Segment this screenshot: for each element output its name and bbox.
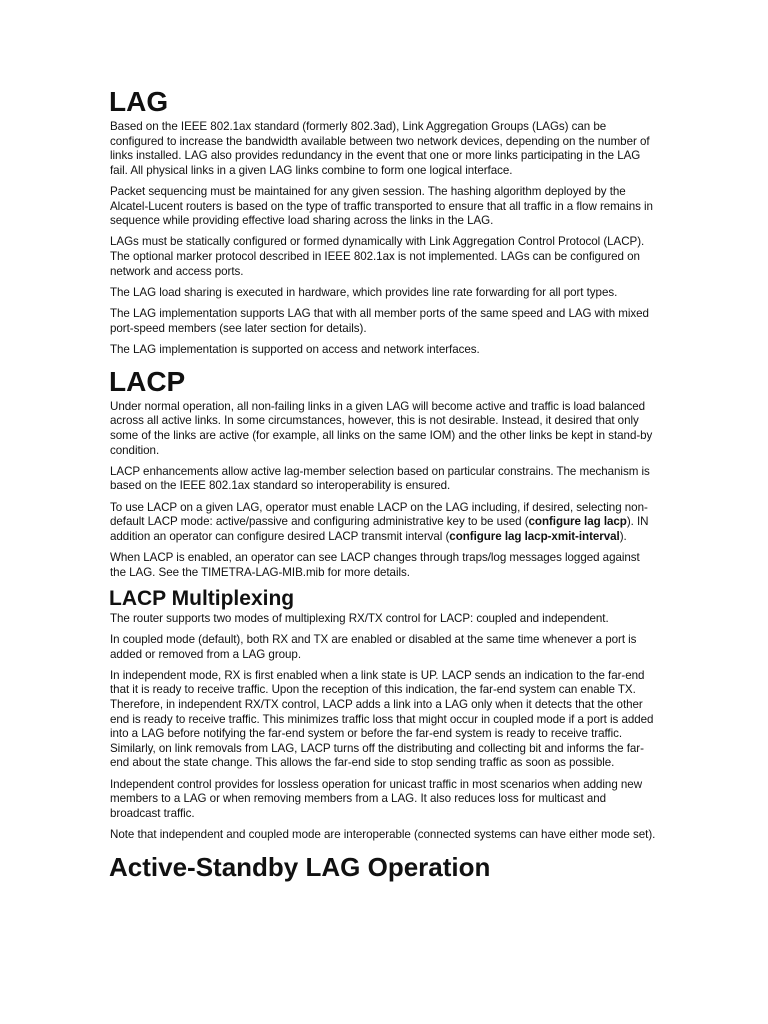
lag-paragraph-5: The LAG implementation supports LAG that with all member ports of the same speed and LAG with mixed port-speed members (see later section for details). [110, 306, 649, 335]
command-configure-lag-lacp: configure lag lacp [528, 515, 627, 529]
lacp-paragraph-1: Under normal operation, all non-failing links in a given LAG will become active and traffic is load balanced across all active links. In some circumstances, however, this is not desirable. Instead, it desired that only some of the links are active (for example, all links on the same IOM) and the other links be kept in stand-by condition. [110, 399, 653, 457]
lacp-paragraph-3 [110, 501, 658, 545]
lacp-mux-paragraph-1: The router supports two modes of multiplexing RX/TX control for LACP: coupled and independent. [110, 611, 609, 625]
heading-lag: LAG [109, 86, 169, 117]
lacp-mux-paragraph-4: Independent control provides for lossless operation for unicast traffic in most scenarios when adding new members to a LAG or when removing members from a LAG. It also reduces loss for multicast and broadcast traffic. [110, 777, 643, 820]
lag-paragraph-6: The LAG implementation is supported on access and network interfaces. [110, 342, 480, 356]
heading-lacp-multiplexing: LACP Multiplexing [109, 586, 295, 610]
lacp-paragraph-4: When LACP is enabled, an operator can see LACP changes through traps/log messages logged against the LAG. See the TIMETRA-LAG-MIB.mib for more details. [110, 551, 640, 579]
heading-active-standby-lag-operation: Active-Standby LAG Operation [109, 852, 491, 883]
lacp-p3-text-b: ). IN addition an operator can configure desired LACP transmit interval ( [110, 515, 649, 543]
lag-paragraph-2: Packet sequencing must be maintained for any given session. The hashing algorithm deployed by the Alcatel-Lucent routers is based on the type of traffic transported to ensure that all traffic in a flow remains in sequence while providing effective load sharing across the links in the LAG. [110, 184, 653, 228]
lacp-p3-text-c: ). [619, 529, 627, 543]
lag-paragraph-4: The LAG load sharing is executed in hardware, which provides line rate forwarding for all port types. [110, 285, 618, 299]
lacp-mux-paragraph-2: In coupled mode (default), both RX and TX are enabled or disabled at the same time whenever a port is added or removed from a LAG group. [110, 632, 637, 661]
lacp-mux-paragraph-5: Note that independent and coupled mode are interoperable (connected systems can have either mode set). [110, 827, 656, 841]
lacp-mux-paragraph-3: In independent mode, RX is first enabled when a link state is UP. LACP sends an indication to the far-end that it is ready to receive traffic. Upon the reception of this indication, the far-end system can enable TX. Therefore, in independent RX/TX control, LACP adds a link into a LAG only when it detects that the other end is ready to receive traffic. This minimizes traffic loss that might occur in coupled mode if a port is added into a LAG before notifying the far-end system or before the far-end system is ready to receive traffic. Similarly, on link removals from LAG, LACP turns off the distributing and collecting bit and informs the far-end about the state change. This allows the far-end side to stop sending traffic as soon as possible. [110, 668, 654, 770]
lag-paragraph-3: LAGs must be statically configured or formed dynamically with Link Aggregation Control Protocol (LACP). The optional marker protocol described in IEEE 802.1ax is not implemented. LAGs can be configured on network and access ports. [110, 235, 645, 278]
lag-paragraph-1: Based on the IEEE 802.1ax standard (formerly 802.3ad), Link Aggregation Groups (LAGs) can be configured to increase the bandwidth available between two network devices, depending on the number of links installed. LAG also provides redundancy in the event that one or more links participating in the LAG fail. All physical links in a given LAG links combine to form one logical interface. [110, 120, 650, 177]
command-configure-lag-lacp-xmit-interval: configure lag lacp-xmit-interval [449, 529, 620, 543]
lacp-p3-text-a: To use LACP on a given LAG, operator must enable LACP on the LAG including, if desired, selecting non-default LACP mode: active/passive and configuring administrative key to be used ( [110, 500, 648, 529]
lacp-paragraph-2: LACP enhancements allow active lag-member selection based on particular constrains. The mechanism is based on the IEEE 802.1ax standard so interoperability is ensured. [110, 464, 650, 493]
heading-lacp: LACP [109, 365, 186, 397]
